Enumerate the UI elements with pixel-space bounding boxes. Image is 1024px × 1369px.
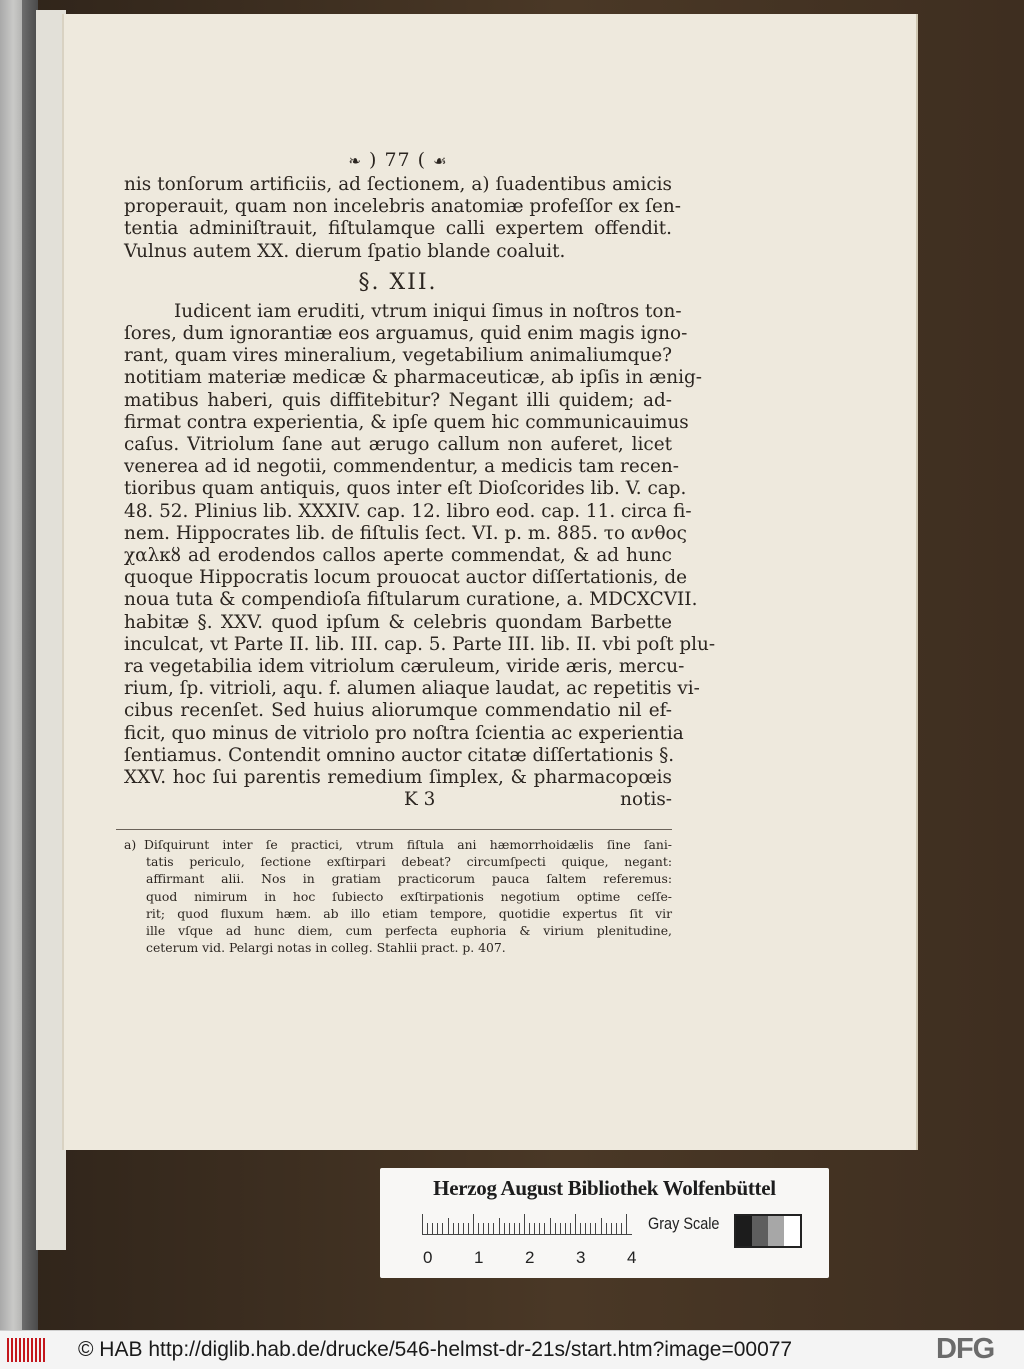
ruler-tick [616,1223,617,1234]
text-line: Vulnus autem XX. dierum ſpatio blande coaluit. [124,240,566,262]
gray-scale-label: Gray Scale [648,1214,720,1233]
text-line: venerea ad id negotii, commendentur, a medicis tam recen- [124,456,679,478]
ruler-tick [529,1223,530,1234]
footnote-line: affirmant alii. Nos in gratiam practicorum pauca ſaltem referemus: [146,871,672,887]
text-line: firmat contra experientia, & ipſe quem hic communicauimus [124,411,689,433]
ruler-tick [601,1218,602,1234]
text-line: ficit, quo minus de vitriolo pro noſtra ſcientia ac experientia [124,722,684,744]
ruler-tick [483,1223,484,1234]
ruler-tick [509,1223,510,1234]
ruler-tick [626,1214,627,1234]
ruler-tick [427,1223,428,1234]
ruler-tick [534,1223,535,1234]
signature-line [124,789,672,811]
running-head [124,146,672,174]
text-line: tentia adminiſtrauit, fiſtulamque calli expertem offendit. [124,218,672,240]
right-ornament: ☙ [433,152,448,170]
ruler-tick [621,1223,622,1234]
ruler-tick [606,1223,607,1234]
ruler-label: 2 [525,1248,535,1267]
ruler-tick [478,1223,479,1234]
ruler-tick [448,1218,449,1234]
footnote-mark: a) [124,837,137,853]
left-ornament: ❧ [348,152,362,170]
footnote-line: rit; quod fluxum hæm. ab illo etiam tempore, quotidie expertus ſit vir [146,905,672,921]
ruler-label: 3 [576,1248,586,1267]
ruler-tick [473,1214,474,1234]
ruler-tick [580,1223,581,1234]
text-line: ra vegetabilia idem vitriolum cæruleum, viride æris, mercu- [124,656,685,678]
text-line: ſores, dum ignorantiæ eos arguamus, quid enim magis igno- [124,323,688,345]
gray-swatch [752,1216,768,1246]
ruler-tick [560,1223,561,1234]
footnote-rule [116,829,672,830]
text-line: properauit, quam non incelebris anatomiæ profeſſor ex ſen- [124,196,681,218]
ruler-tick [458,1223,459,1234]
ruler-tick [585,1223,586,1234]
ruler-tick [468,1223,469,1234]
text-line: noua tuta & compendioſa fiſtularum curatione, a. MDCXCVII. [124,589,698,611]
paragraph-continued [124,174,681,263]
ruler-label: 4 [627,1248,637,1267]
ruler-tick [524,1214,525,1234]
text-line: notitiam materiæ medicæ & pharmaceuticæ, ab ipſis in ænig- [124,367,702,389]
ruler-tick [463,1223,464,1234]
paragraph-main [124,300,716,789]
section-heading: §. XII. [358,269,438,295]
library-label-card [380,1168,829,1278]
text-line: inculcat, vt Parte II. lib. III. cap. 5. Parte III. lib. II. vbi poſt plu- [124,633,716,655]
signature-mark: K 3 [404,789,436,811]
text-line: rium, ſp. vitrioli, aqu. f. alumen aliaque laudat, ac repetitis vi- [124,678,700,700]
text-line: caſus. Vitriolum ſane aut ærugo callum non auferet, licet [124,434,672,456]
ruler-tick [570,1223,571,1234]
ruler-baseline [422,1234,632,1235]
page-content [124,146,716,956]
ruler-tick [514,1223,515,1234]
ruler-tick [437,1223,438,1234]
text-line: ſentiamus. Contendit omnino auctor citatæ diſſertationis §. [124,744,675,766]
ruler-tick [488,1223,489,1234]
scale-ruler [422,1212,632,1244]
ruler-tick [555,1223,556,1234]
text-line: habitæ §. XXV. quod ipſum & celebris quondam Barbette [124,611,672,633]
text-line: 48. 52. Plinius lib. XXXIV. cap. 12. libro eod. cap. 11. circa fi- [124,500,692,522]
ruler-tick [565,1223,566,1234]
gray-swatch [768,1216,784,1246]
gray-swatch [736,1216,752,1246]
ruler-tick [432,1223,433,1234]
footnote-line: ceterum vid. Pelargi notas in colleg. Stahlii pract. p. 407. [146,939,506,955]
ruler-tick [539,1223,540,1234]
ruler-label: 0 [423,1248,433,1267]
page-number: ) 77 ( [369,149,427,171]
previous-leaf-edge [0,0,22,1330]
copyright-url[interactable]: © HAB http://diglib.hab.de/drucke/546-helmst-dr-21s/start.htm?image=00077 [78,1338,793,1361]
ruler-label: 1 [474,1248,484,1267]
text-line: Iudicent iam eruditi, vtrum iniqui ſimus in noſtros ton- [174,300,682,322]
ruler-tick [519,1223,520,1234]
ruler-tick [595,1223,596,1234]
text-line: XXV. hoc ſui parentis remedium ſimplex, & pharmacopœis [124,767,672,789]
text-line: tioribus quam antiquis, quos inter eſt Dioſcorides lib. V. cap. [124,478,687,500]
text-line: matibus haberi, quis diffitebitur? Negant illi quidem; ad- [124,389,672,411]
gray-swatch [784,1216,800,1246]
text-line: rant, quam vires mineralium, vegetabilium animaliumque? [124,345,672,367]
footnote-line: ille vſque ad hunc diem, cum perfecta euphoria & virium plenitudine, [146,922,672,938]
gray-scale-swatches [734,1214,802,1248]
hab-logo-icon [7,1338,45,1362]
text-line: nem. Hippocrates lib. de fiſtulis ſect. VI. p. m. 885. το ανθος [124,522,687,544]
library-name: Herzog August Bibliothek Wolfenbüttel [433,1176,776,1200]
footnote-line [124,836,672,853]
text-line: χαλκȣ ad erodendos callos aperte commendat, & ad hunc [124,545,672,567]
ruler-tick [499,1218,500,1234]
ruler-tick [504,1223,505,1234]
ruler-tick [550,1218,551,1234]
dfg-logo: DFG [936,1333,995,1365]
ruler-tick [611,1223,612,1234]
footnote-text: Diſquirunt inter ſe practici, vtrum fiſtula ani hæmorrhoidælis ſine ſani- [144,837,672,853]
ruler-tick [493,1223,494,1234]
text-line: quoque Hippocratis locum prouocat auctor diſſertationis, de [124,567,687,589]
ruler-tick [575,1214,576,1234]
catchword: notis- [620,789,672,811]
ruler-tick [590,1223,591,1234]
text-line: cibus recenſet. Sed huius aliorumque commendatio nil ef- [124,700,672,722]
text-line: nis tonſorum artificiis, ad ſectionem, a) ſuadentibus amicis [124,174,672,195]
ruler-tick [544,1223,545,1234]
ruler-tick [453,1223,454,1234]
footer-bar [0,1330,1024,1369]
footnote-line: quod nimirum in hoc ſubiecto exſtirpationis negotium optime ceſſe- [146,888,672,904]
footnote [124,836,672,956]
ruler-tick [442,1223,443,1234]
ruler-tick [422,1214,423,1234]
footnote-line: tatis periculo, ſectione exſtirpari debeat? circumſpecti quique, negant: [146,854,672,870]
